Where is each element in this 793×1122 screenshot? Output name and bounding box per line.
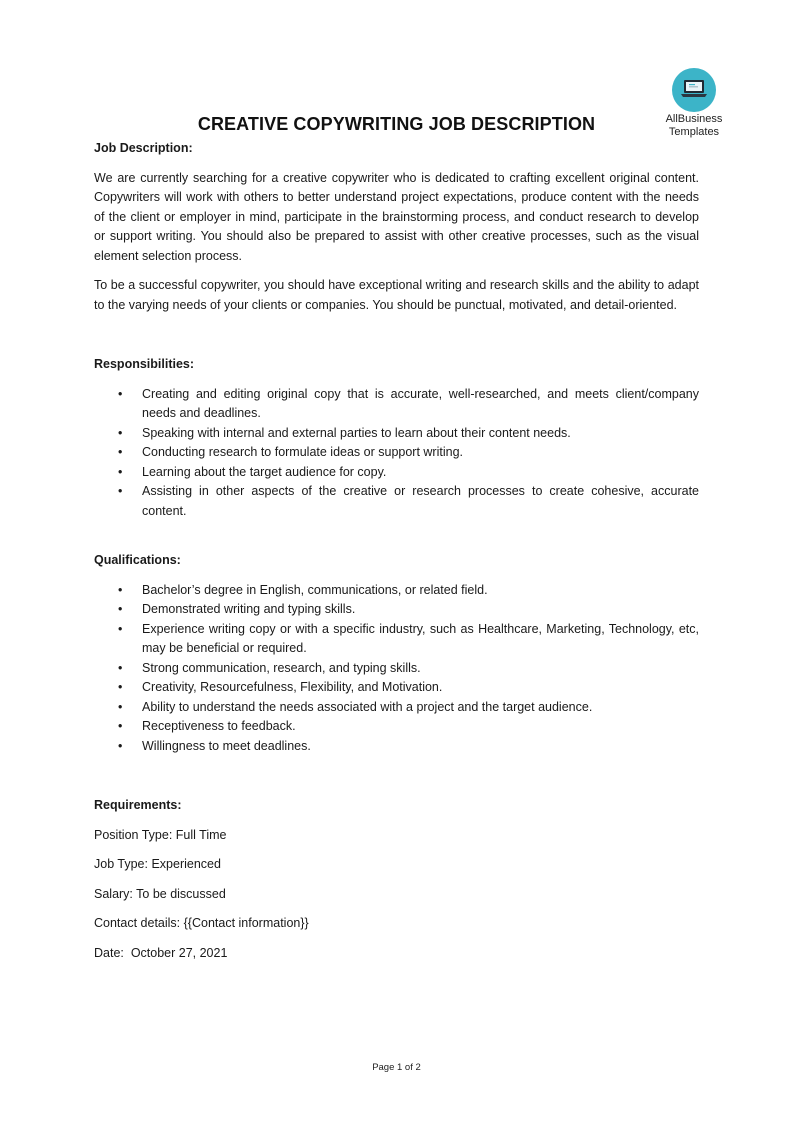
- list-item-text: Strong communication, research, and typing skills.: [142, 660, 421, 675]
- responsibilities-list: [94, 385, 699, 522]
- bullet-icon: •: [118, 386, 123, 401]
- contact-details: Contact details: {{Contact information}}: [94, 916, 309, 930]
- list-item: [94, 678, 699, 698]
- logo-line1: AllBusiness: [665, 113, 723, 125]
- bullet-icon: •: [118, 425, 123, 440]
- list-item: [94, 737, 699, 757]
- laptop-icon: [672, 68, 716, 112]
- list-item: [94, 659, 699, 679]
- job-description-heading: Job Description:: [94, 141, 193, 155]
- list-item-text: Creating and editing original copy that is accurate, well-researched, and meets client/company needs and deadlines.: [142, 386, 699, 420]
- list-item-text: Creativity, Resourcefulness, Flexibility, and Motivation.: [142, 680, 443, 694]
- list-item: [94, 482, 699, 521]
- document-body: [94, 139, 699, 963]
- bullet-icon: •: [118, 445, 123, 459]
- salary: Salary: To be discussed: [94, 886, 226, 901]
- page-title: CREATIVE COPYWRITING JOB DESCRIPTION: [197, 114, 596, 134]
- bullet-icon: •: [118, 484, 123, 498]
- position-type: Position Type: Full Time: [94, 827, 227, 842]
- list-item-text: Bachelor’s degree in English, communications, or related field.: [142, 582, 488, 597]
- logo-line2: Templates: [668, 126, 720, 138]
- list-item-text: Receptiveness to feedback.: [142, 719, 296, 733]
- list-item-text: Experience writing copy or with a specific industry, such as Healthcare, Marketing, Technology, etc, may be beneficial or required.: [142, 621, 699, 655]
- job-description-paragraph-1: We are currently searching for a creative copywriter who is dedicated to crafting excellent original content. Copywriters will work with others to better understand project expectations, produce content with the needs of the client or employer in mind, participate in the brainstorming process, and conduct research to develop or support writing. You should also be prepared to assist with other creative processes, such as the visual element selection process.: [94, 170, 699, 263]
- list-item: [94, 581, 699, 601]
- list-item-text: Conducting research to formulate ideas or support writing.: [142, 445, 463, 459]
- bullet-icon: •: [118, 680, 123, 694]
- list-item-text: Demonstrated writing and typing skills.: [142, 602, 356, 616]
- qualifications-heading: Qualifications:: [94, 553, 181, 567]
- list-item: [94, 424, 699, 444]
- list-item: [94, 620, 699, 659]
- list-item: [94, 600, 699, 620]
- list-item: [94, 698, 699, 718]
- bullet-icon: •: [118, 464, 123, 479]
- bullet-icon: •: [118, 602, 123, 616]
- list-item-text: Speaking with internal and external parties to learn about their content needs.: [142, 425, 571, 440]
- list-item: [94, 463, 699, 483]
- list-item-text: Willingness to meet deadlines.: [142, 738, 311, 753]
- list-item: [94, 385, 699, 424]
- responsibilities-heading: Responsibilities:: [94, 357, 195, 371]
- qualifications-list: [94, 581, 699, 757]
- job-description-paragraph-2: To be a successful copywriter, you should have exceptional writing and research skills and the ability to adapt to the varying needs of your clients or companies. You should be punctual, motivated, and detail-oriented.: [94, 278, 699, 312]
- bullet-icon: •: [118, 660, 123, 675]
- list-item: [94, 717, 699, 737]
- list-item-text: Assisting in other aspects of the creative or research processes to create cohesive, accurate content.: [142, 484, 699, 518]
- list-item-text: Learning about the target audience for copy.: [142, 464, 387, 479]
- list-item-text: Ability to understand the needs associated with a project and the target audience.: [142, 699, 593, 714]
- bullet-icon: •: [118, 719, 123, 733]
- list-item: [94, 443, 699, 463]
- bullet-icon: •: [118, 738, 123, 753]
- page-number: Page 1 of 2: [372, 1062, 421, 1073]
- job-type: Job Type: Experienced: [94, 857, 221, 871]
- date: Date: October 27, 2021: [94, 945, 228, 960]
- bullet-icon: •: [118, 621, 123, 636]
- bullet-icon: •: [118, 699, 123, 714]
- requirements-heading: Requirements:: [94, 798, 182, 812]
- bullet-icon: •: [118, 582, 123, 597]
